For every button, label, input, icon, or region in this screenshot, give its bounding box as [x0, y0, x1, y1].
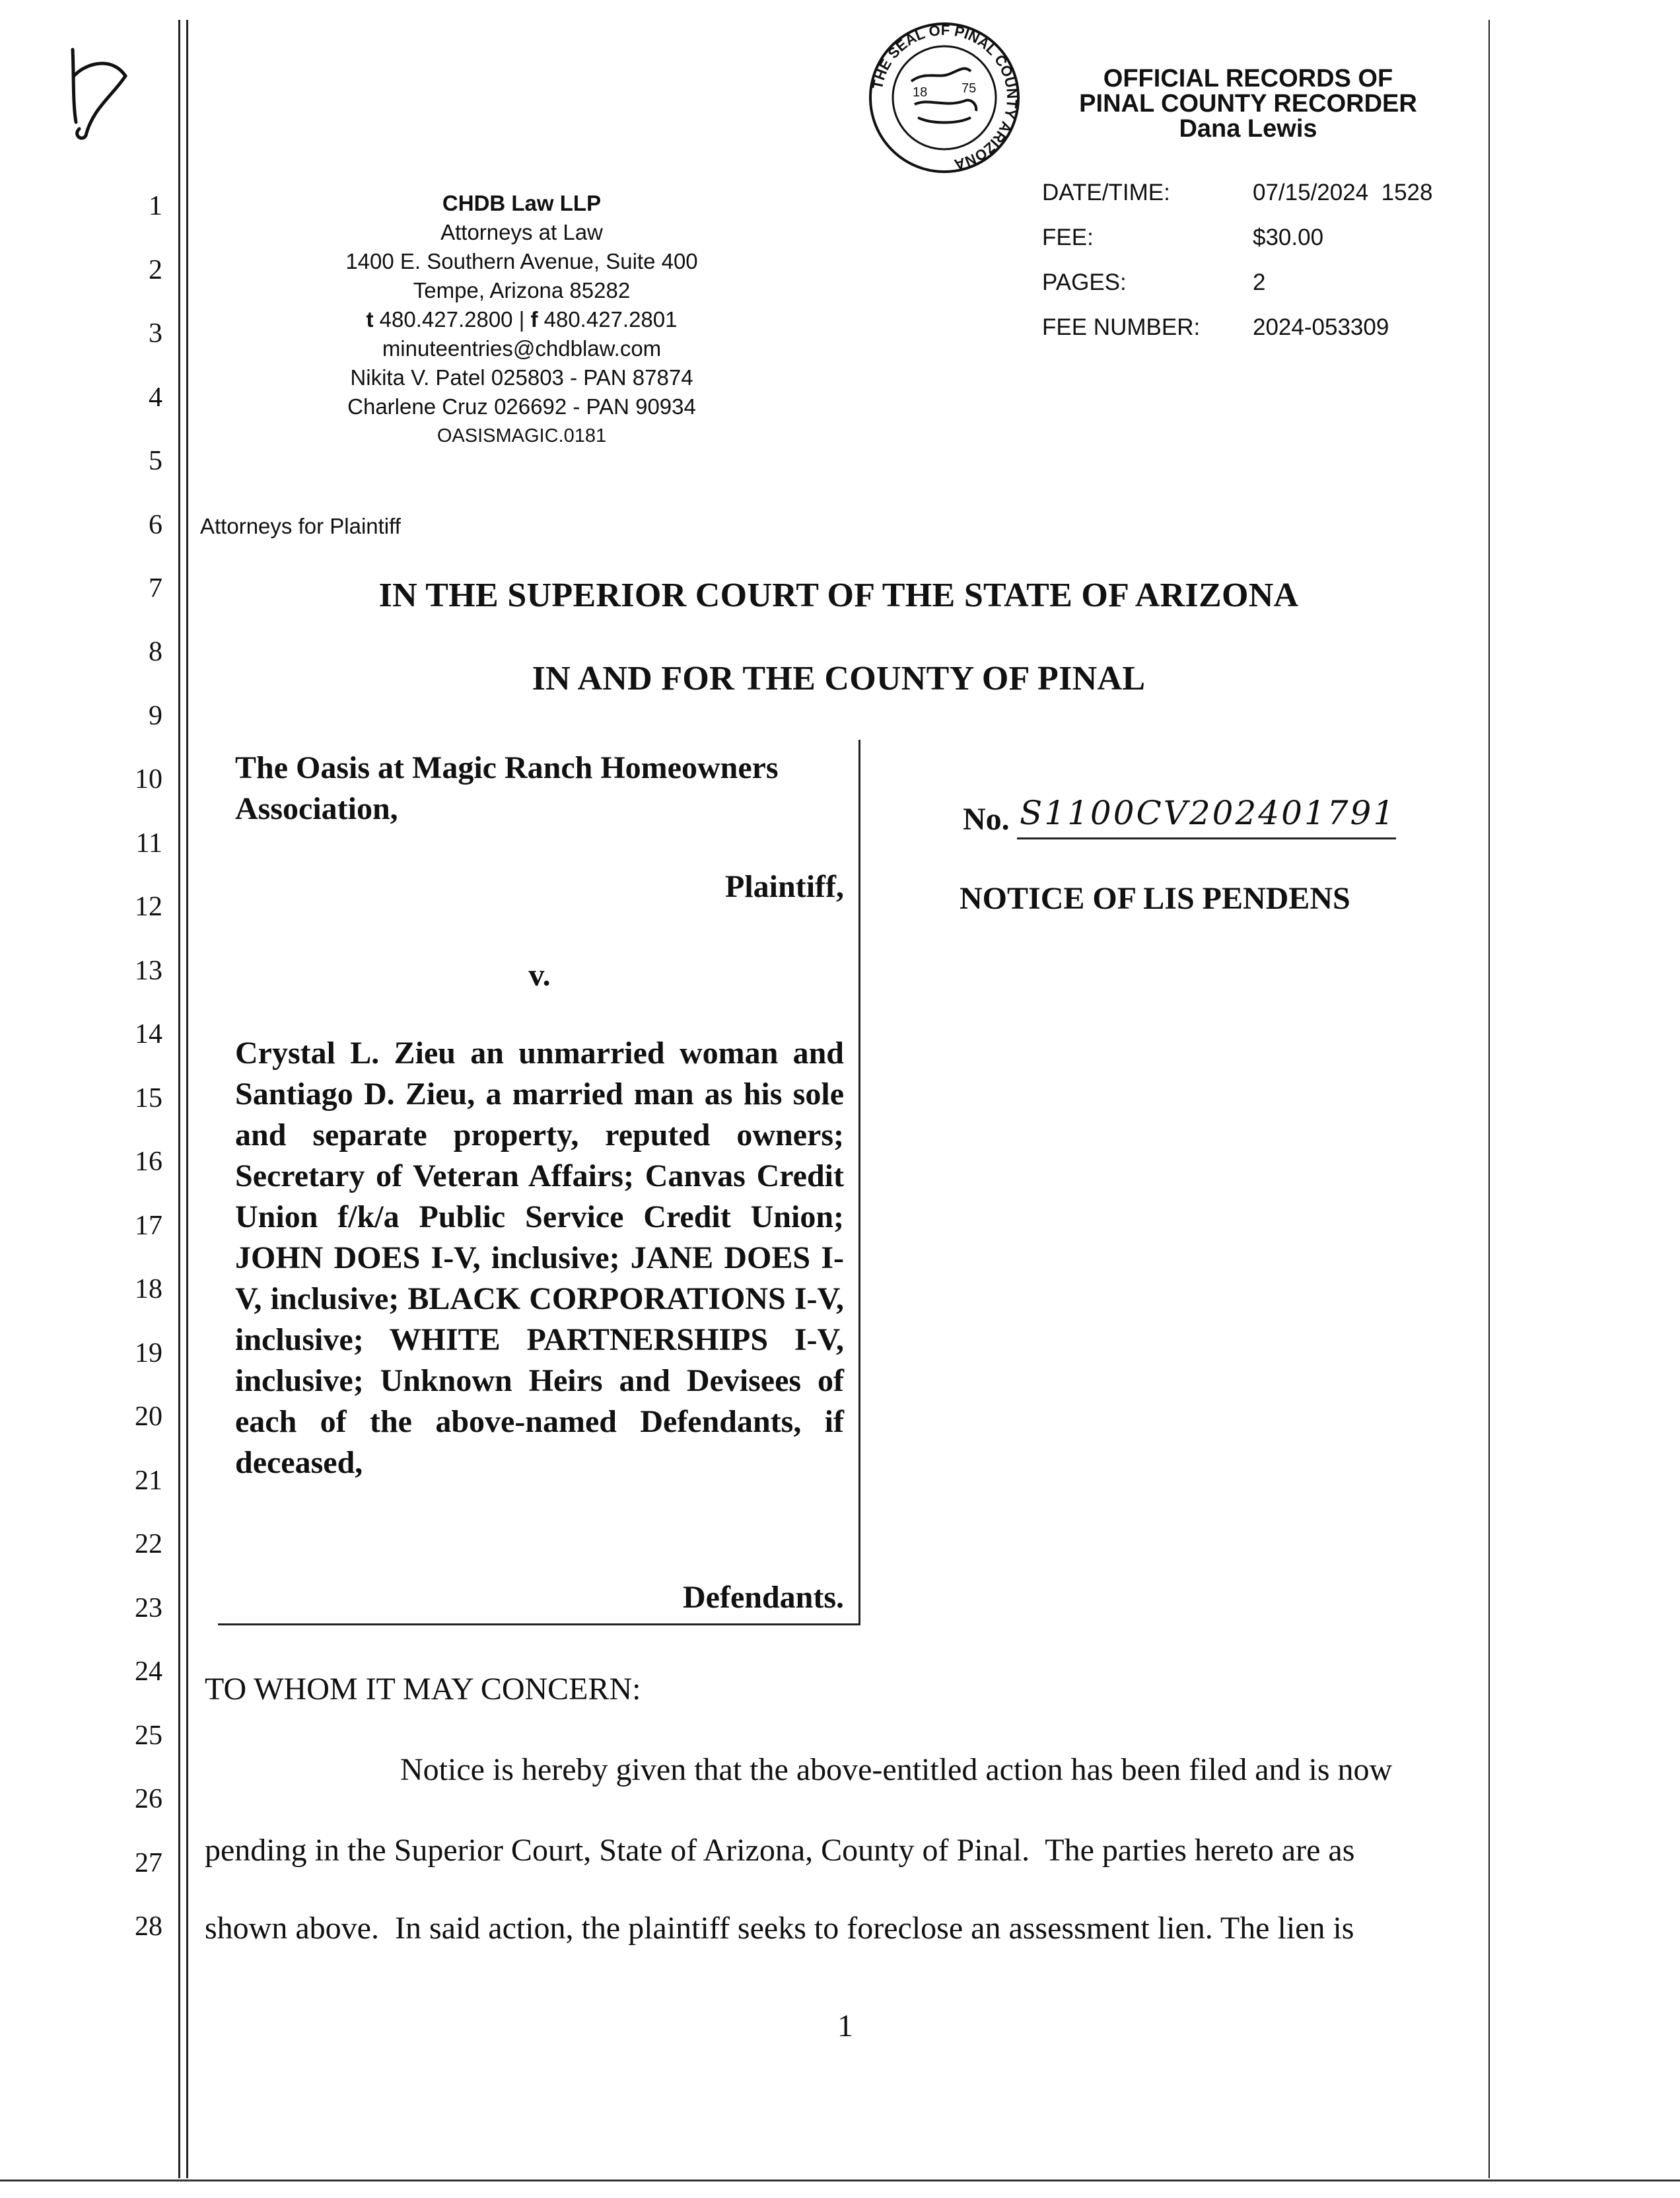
fee-value: $30.00 [1253, 225, 1324, 250]
caption-divider [858, 740, 860, 1625]
left-margin-rule-inner [186, 20, 188, 2178]
page-bottom-rule [0, 2180, 1680, 2181]
line-number: 20 [135, 1401, 162, 1432]
defendants-label: Defendants. [682, 1580, 844, 1615]
line-number: 14 [135, 1019, 162, 1049]
case-number-underline [1017, 837, 1396, 839]
versus: v. [528, 958, 551, 993]
body-line-1: Notice is hereby given that the above-entitled action has been filed and is now [400, 1752, 1393, 1787]
pages-value: 2 [1253, 269, 1266, 295]
firm-email: minuteentries@chdblaw.com [382, 336, 662, 361]
firm-block [284, 189, 759, 450]
line-number: 26 [135, 1784, 162, 1814]
fee-number-value: 2024-053309 [1253, 314, 1389, 340]
court-title: IN THE SUPERIOR COURT OF THE STATE OF ARIZONA [378, 577, 1299, 614]
file-reference: OASISMAGIC.0181 [437, 425, 607, 446]
salutation: TO WHOM IT MAY CONCERN: [205, 1672, 641, 1707]
right-margin-rule [1488, 20, 1490, 2178]
line-number: 9 [149, 701, 162, 731]
handwritten-mark [46, 36, 145, 142]
recorder-name: Dana Lewis [1179, 115, 1317, 143]
recorder-line-2: PINAL COUNTY RECORDER [1079, 90, 1417, 118]
document-title: NOTICE OF LIS PENDENS [960, 881, 1350, 916]
line-number: 12 [135, 892, 162, 922]
firm-address-2: Tempe, Arizona 85282 [413, 278, 631, 302]
line-number: 17 [135, 1211, 162, 1241]
body-line-2: pending in the Superior Court, State of Arizona, County of Pinal. The parties hereto are as [205, 1833, 1355, 1868]
line-number: 28 [135, 1911, 162, 1942]
line-number: 19 [135, 1338, 162, 1368]
plaintiff-name: The Oasis at Magic Ranch Homeowners Association, [235, 750, 779, 826]
attorney-1: Nikita V. Patel 025803 - PAN 87874 [350, 365, 693, 390]
caption-bottom-rule [218, 1623, 860, 1625]
fee-number-label: FEE NUMBER: [1042, 314, 1201, 340]
attorney-role: Attorneys for Plaintiff [200, 514, 401, 538]
svg-text:75: 75 [962, 81, 977, 96]
line-number: 4 [149, 382, 162, 413]
line-number: 8 [149, 637, 162, 667]
line-number: 22 [135, 1529, 162, 1559]
county-seal [865, 18, 1024, 177]
firm-phone-fax: t 480.427.2800 | f 480.427.2801 [366, 307, 678, 332]
line-number: 25 [135, 1720, 162, 1751]
line-number: 3 [149, 318, 162, 349]
line-number: 11 [135, 828, 162, 859]
line-number: 6 [149, 510, 162, 540]
line-number: 7 [149, 573, 162, 604]
firm-address-1: 1400 E. Southern Avenue, Suite 400 [345, 249, 698, 273]
body-line-3: shown above. In said action, the plaintiff seeks to foreclose an assessment lien. The lien is [205, 1911, 1354, 1946]
left-margin-rule-outer [178, 20, 180, 2178]
line-number: 16 [135, 1147, 162, 1177]
case-number-handwritten: S1100CV202401791 [1020, 794, 1397, 832]
line-number: 10 [135, 764, 162, 795]
line-number: 21 [135, 1466, 162, 1496]
date-time-label: DATE/TIME: [1042, 180, 1170, 205]
svg-text:18: 18 [913, 85, 928, 100]
line-number: 24 [135, 1656, 162, 1687]
plaintiff-label: Plaintiff, [725, 869, 844, 904]
page-number: 1 [837, 2008, 853, 2043]
pages-label: PAGES: [1042, 269, 1127, 295]
line-number: 5 [149, 446, 162, 476]
line-number: 13 [135, 956, 162, 986]
defendants-list: Crystal L. Zieu an unmarried woman and Santiago D. Zieu, a married man as his sole and separate property, reputed owners; Secretary of Veteran Affairs; Canvas Credit Union f/k/a Public Service Credit Union; JOHN DOES I-V, inclusive; JANE DOES I-V, inclusive; BLACK CORPORATIONS I-V, inclusive; WHITE PARTNERSHIPS I-V, inclusive; Unknown Heirs and Devisees of each of the above-named Defendants, if deceased, [235, 1036, 844, 1480]
line-number: 2 [149, 255, 162, 285]
firm-subtitle: Attorneys at Law [440, 220, 603, 244]
line-number: 1 [149, 191, 162, 221]
line-number: 18 [135, 1274, 162, 1304]
recorder-header [1030, 66, 1466, 141]
recorder-line-1: OFFICIAL RECORDS OF [1103, 65, 1393, 92]
attorney-2: Charlene Cruz 026692 - PAN 90934 [347, 394, 696, 419]
line-number: 27 [135, 1848, 162, 1878]
date-time-value: 07/15/2024 1528 [1253, 180, 1433, 205]
line-number: 15 [135, 1083, 162, 1114]
fee-label: FEE: [1042, 225, 1094, 250]
svg-text:THE SEAL OF PINAL COUNTY ARIZO: THE SEAL OF PINAL COUNTY ARIZONA [868, 21, 1021, 173]
firm-name: CHDB Law LLP [442, 191, 602, 215]
case-number-label: No. [963, 802, 1010, 837]
court-county: IN AND FOR THE COUNTY OF PINAL [532, 660, 1146, 697]
line-number: 23 [135, 1593, 162, 1623]
